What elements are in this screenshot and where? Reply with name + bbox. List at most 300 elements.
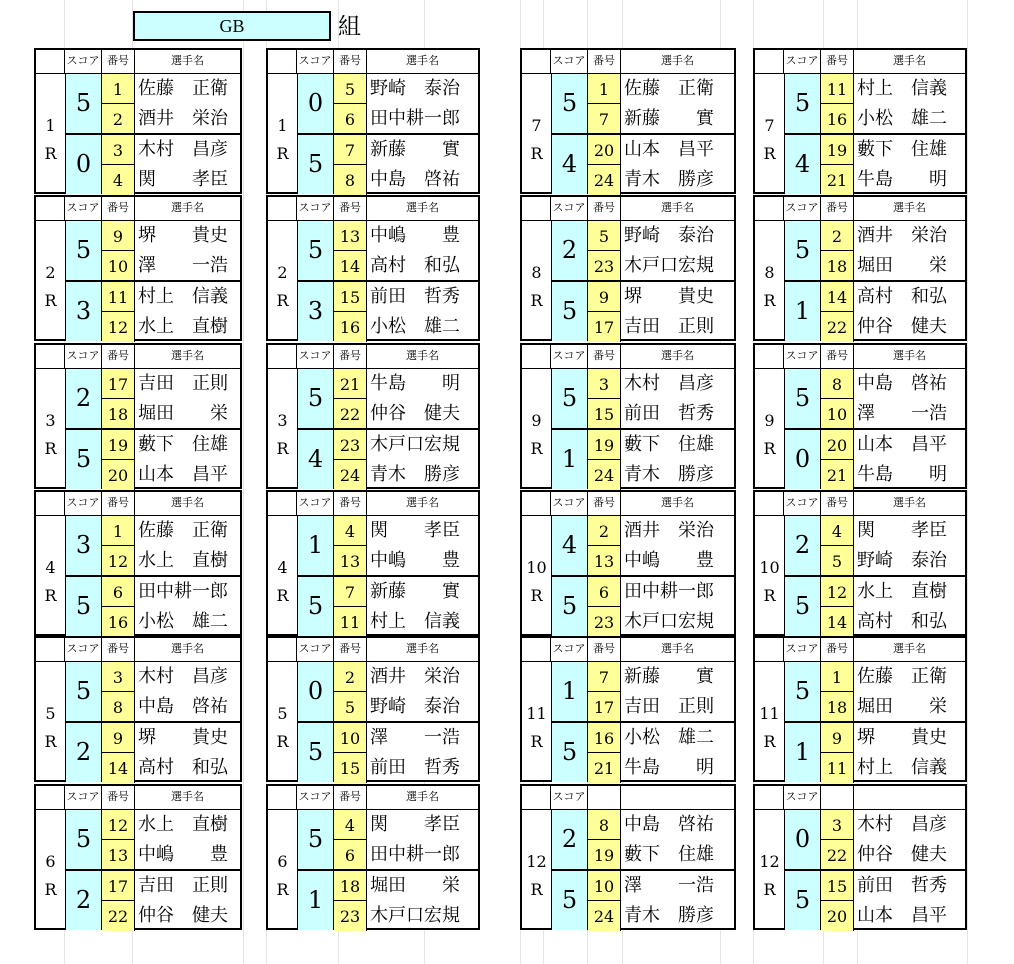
number-divider: [588, 459, 621, 460]
player-number: 11: [821, 753, 854, 783]
score-cell[interactable]: 5: [551, 74, 588, 133]
player-number: 7: [588, 662, 621, 692]
header-number: 番号: [102, 786, 135, 810]
player-number: 2: [821, 221, 854, 251]
score-cell[interactable]: 5: [551, 577, 588, 636]
player-name[interactable]: 山本 昌平: [624, 139, 714, 160]
player-number: 10: [102, 251, 135, 281]
player-name[interactable]: 水上 直樹: [857, 581, 947, 602]
round-number: 9: [531, 411, 542, 430]
player-name[interactable]: 佐藤 正衛: [138, 520, 228, 541]
number-divider: [102, 900, 135, 901]
header-score: スコア: [65, 786, 102, 810]
player-name[interactable]: 田中耕一郎: [370, 108, 460, 129]
header-blank: [522, 50, 551, 74]
player-name[interactable]: 野崎 泰治: [370, 696, 460, 717]
player-name[interactable]: 仲谷 健夫: [857, 844, 947, 865]
number-divider: [102, 164, 135, 165]
score-cell[interactable]: 3: [65, 516, 102, 575]
score-cell[interactable]: 0: [297, 74, 334, 133]
round-suffix: R: [44, 439, 57, 458]
player-name[interactable]: 前田 哲秀: [857, 875, 947, 896]
player-name[interactable]: 堺 貴史: [138, 225, 228, 246]
player-name[interactable]: 澤 一浩: [624, 875, 714, 896]
player-name[interactable]: 村上 信義: [370, 611, 460, 632]
player-name[interactable]: 関 孝臣: [370, 814, 460, 835]
player-number: 5: [588, 221, 621, 251]
round-table: [753, 195, 967, 341]
player-name[interactable]: 中嶋 豊: [370, 550, 460, 571]
score-cell[interactable]: 5: [65, 221, 102, 280]
player-name[interactable]: 堺 貴史: [624, 286, 714, 307]
number-divider: [588, 606, 621, 607]
header-blank: [522, 345, 551, 369]
player-name[interactable]: 吉田 正則: [624, 696, 714, 717]
player-number: 3: [102, 135, 135, 165]
score-cell[interactable]: 5: [784, 369, 821, 428]
score-cell[interactable]: 1: [551, 430, 588, 489]
header-score: スコア: [784, 786, 821, 810]
player-number: 23: [334, 901, 367, 931]
score-cell[interactable]: 5: [297, 723, 334, 782]
player-name[interactable]: 中嶋 豊: [138, 844, 228, 865]
header-score: スコア: [784, 50, 821, 74]
player-name[interactable]: 堀田 栄: [370, 875, 460, 896]
player-name[interactable]: 新藤 實: [624, 666, 714, 687]
number-divider: [102, 691, 135, 692]
player-number: 4: [102, 165, 135, 195]
round-table: [266, 490, 480, 636]
round-suffix: R: [44, 291, 57, 310]
player-name[interactable]: 野崎 泰治: [370, 78, 460, 99]
player-name[interactable]: 新藤 實: [624, 108, 714, 129]
player-number: 13: [102, 840, 135, 870]
player-name[interactable]: 小松 雄二: [857, 108, 947, 129]
pair-divider: [297, 575, 478, 577]
number-divider: [821, 398, 854, 399]
player-number: 16: [588, 723, 621, 753]
number-divider: [588, 164, 621, 165]
score-cell[interactable]: 2: [551, 810, 588, 869]
round-suffix: R: [276, 732, 289, 751]
score-cell[interactable]: 0: [65, 135, 102, 194]
player-number: 18: [821, 692, 854, 722]
player-name[interactable]: 堀田 栄: [857, 696, 947, 717]
score-cell[interactable]: 5: [784, 662, 821, 721]
player-name[interactable]: 田中耕一郎: [138, 581, 228, 602]
number-divider: [588, 103, 621, 104]
player-name[interactable]: 山本 昌平: [138, 464, 228, 485]
score-cell[interactable]: 5: [551, 369, 588, 428]
header-blank: [268, 50, 297, 74]
player-number: 1: [102, 74, 135, 104]
score-cell[interactable]: 5: [65, 662, 102, 721]
player-number: 7: [334, 577, 367, 607]
number-divider: [334, 752, 367, 753]
score-cell[interactable]: 5: [551, 871, 588, 930]
header-blank: [268, 786, 297, 810]
player-name[interactable]: 山本 昌平: [857, 905, 947, 926]
player-name[interactable]: 小松 雄二: [138, 611, 228, 632]
score-cell[interactable]: 0: [784, 810, 821, 869]
header-score: スコア: [297, 638, 334, 662]
player-number: 1: [588, 74, 621, 104]
player-name[interactable]: 村上 信義: [138, 286, 228, 307]
player-name[interactable]: 中島 啓祐: [624, 814, 714, 835]
round-suffix: R: [44, 880, 57, 899]
round-table: [34, 636, 242, 782]
round-suffix: R: [763, 732, 776, 751]
player-name[interactable]: 田中耕一郎: [370, 844, 460, 865]
header-score: スコア: [297, 50, 334, 74]
score-cell[interactable]: 1: [297, 871, 334, 930]
pair-divider: [65, 428, 240, 430]
header-score: スコア: [551, 786, 588, 810]
score-cell[interactable]: 2: [784, 516, 821, 575]
player-number: 24: [588, 460, 621, 490]
header-blank: [755, 50, 784, 74]
player-name[interactable]: 澤 一浩: [857, 403, 947, 424]
player-name[interactable]: 水上 直樹: [138, 316, 228, 337]
header-player: 選手名: [854, 345, 965, 369]
header-score: スコア: [551, 197, 588, 221]
player-number: 3: [102, 662, 135, 692]
player-name[interactable]: 堀田 栄: [857, 255, 947, 276]
player-name[interactable]: 堺 貴史: [857, 727, 947, 748]
header-player: 選手名: [367, 50, 478, 74]
score-cell[interactable]: 5: [784, 221, 821, 280]
round-table: [520, 343, 736, 489]
player-name[interactable]: 木戸口宏規: [624, 611, 714, 632]
player-name[interactable]: 牛島 明: [857, 464, 947, 485]
header-number: 番号: [588, 345, 621, 369]
player-name[interactable]: 村上 信義: [857, 78, 947, 99]
header-player: 選手名: [135, 50, 240, 74]
player-name[interactable]: 青木 勝彦: [624, 905, 714, 926]
header-blank: [522, 786, 551, 810]
round-table: [520, 636, 736, 782]
round-table: [753, 636, 967, 782]
player-number: 16: [334, 312, 367, 342]
player-name[interactable]: 堀田 栄: [138, 403, 228, 424]
player-number: 14: [334, 251, 367, 281]
player-number: 5: [334, 692, 367, 722]
score-cell[interactable]: 5: [784, 871, 821, 930]
player-name[interactable]: 青木 勝彦: [370, 464, 460, 485]
player-number: 4: [334, 810, 367, 840]
round-suffix: R: [276, 586, 289, 605]
score-cell[interactable]: 4: [297, 430, 334, 489]
player-number: 13: [334, 221, 367, 251]
player-number: 11: [102, 282, 135, 312]
player-number: 17: [588, 312, 621, 342]
score-cell[interactable]: 4: [551, 135, 588, 194]
player-number: 8: [102, 692, 135, 722]
pair-divider: [65, 575, 240, 577]
player-name[interactable]: 中島 啓祐: [857, 373, 947, 394]
score-cell[interactable]: 1: [784, 282, 821, 341]
number-divider: [334, 900, 367, 901]
score-cell[interactable]: 2: [65, 723, 102, 782]
round-table: [266, 343, 480, 489]
pair-divider: [784, 721, 965, 723]
round-suffix: R: [763, 439, 776, 458]
pair-divider: [551, 869, 734, 871]
number-divider: [102, 839, 135, 840]
player-name[interactable]: 吉田 正則: [138, 373, 228, 394]
round-number: 3: [45, 411, 56, 430]
group-name-cell[interactable]: GB: [133, 11, 331, 41]
player-name[interactable]: 前田 哲秀: [370, 286, 460, 307]
header-player: 選手名: [135, 786, 240, 810]
score-cell[interactable]: 0: [297, 662, 334, 721]
header-score: スコア: [551, 492, 588, 516]
player-name[interactable]: 青木 勝彦: [624, 169, 714, 190]
player-number: 21: [334, 369, 367, 399]
player-number: 9: [102, 723, 135, 753]
score-cell[interactable]: 2: [65, 871, 102, 930]
header-score: スコア: [551, 638, 588, 662]
number-divider: [821, 164, 854, 165]
header-score: スコア: [65, 50, 102, 74]
player-name[interactable]: 中島 啓祐: [370, 169, 460, 190]
header-score: スコア: [297, 786, 334, 810]
round-number: 1: [45, 116, 56, 135]
player-name[interactable]: 酒井 栄治: [370, 666, 460, 687]
score-cell[interactable]: 1: [551, 662, 588, 721]
player-number: 12: [102, 546, 135, 576]
header-number: 番号: [821, 50, 854, 74]
player-name[interactable]: 木村 昌彦: [857, 814, 947, 835]
player-number: 9: [588, 282, 621, 312]
player-number: 1: [821, 662, 854, 692]
round-table: [34, 784, 242, 930]
player-name[interactable]: 小松 雄二: [624, 727, 714, 748]
player-name[interactable]: 前田 哲秀: [370, 757, 460, 778]
player-name[interactable]: 吉田 正則: [624, 316, 714, 337]
player-name[interactable]: 藪下 住雄: [624, 434, 714, 455]
player-name[interactable]: 仲谷 健夫: [857, 316, 947, 337]
player-name[interactable]: 牛島 明: [370, 373, 460, 394]
player-name[interactable]: 村上 信義: [857, 757, 947, 778]
player-number: 15: [821, 871, 854, 901]
player-name[interactable]: 山本 昌平: [857, 434, 947, 455]
player-name[interactable]: 青木 勝彦: [624, 464, 714, 485]
score-cell[interactable]: 5: [551, 723, 588, 782]
player-name[interactable]: 佐藤 正衛: [624, 78, 714, 99]
player-number: 9: [102, 221, 135, 251]
number-divider: [821, 839, 854, 840]
player-name[interactable]: 牛島 明: [857, 169, 947, 190]
player-number: 12: [102, 312, 135, 342]
player-name[interactable]: 牛島 明: [624, 757, 714, 778]
round-number: 8: [531, 263, 542, 282]
header-player: 選手名: [621, 50, 734, 74]
player-name[interactable]: 新藤 實: [370, 581, 460, 602]
number-divider: [821, 250, 854, 251]
pair-divider: [784, 133, 965, 135]
player-name[interactable]: 関 孝臣: [370, 520, 460, 541]
score-cell[interactable]: 5: [297, 577, 334, 636]
player-name[interactable]: 藪下 住雄: [857, 139, 947, 160]
pair-divider: [784, 280, 965, 282]
score-cell[interactable]: 3: [297, 282, 334, 341]
player-number: 20: [821, 430, 854, 460]
header-player: 選手名: [621, 638, 734, 662]
score-cell[interactable]: 5: [784, 74, 821, 133]
header-player: 選手名: [854, 492, 965, 516]
score-cell[interactable]: 4: [784, 135, 821, 194]
score-cell[interactable]: 0: [784, 430, 821, 489]
pair-divider: [784, 869, 965, 871]
player-name[interactable]: 関 孝臣: [857, 520, 947, 541]
player-number: 22: [821, 840, 854, 870]
player-number: 2: [334, 662, 367, 692]
header-number: 番号: [334, 638, 367, 662]
score-cell[interactable]: 5: [65, 430, 102, 489]
score-cell[interactable]: 5: [297, 369, 334, 428]
score-cell[interactable]: 2: [65, 369, 102, 428]
score-cell[interactable]: 5: [551, 282, 588, 341]
player-name[interactable]: 新藤 實: [370, 139, 460, 160]
score-cell[interactable]: 5: [297, 810, 334, 869]
header-player: 選手名: [135, 638, 240, 662]
header-score: スコア: [65, 197, 102, 221]
player-number: 2: [102, 104, 135, 134]
number-divider: [588, 691, 621, 692]
player-name[interactable]: 前田 哲秀: [624, 403, 714, 424]
header-score: スコア: [297, 492, 334, 516]
player-name[interactable]: 木戸口宏規: [624, 255, 714, 276]
number-divider: [588, 839, 621, 840]
player-number: 17: [588, 692, 621, 722]
number-divider: [334, 839, 367, 840]
pair-divider: [297, 869, 478, 871]
round-table: [266, 784, 480, 930]
round-number: 10: [526, 558, 547, 577]
score-cell[interactable]: 1: [784, 723, 821, 782]
player-name[interactable]: 佐藤 正衛: [138, 78, 228, 99]
header-player: 選手名: [854, 50, 965, 74]
player-name[interactable]: 野崎 泰治: [624, 225, 714, 246]
player-name[interactable]: 藪下 住雄: [624, 844, 714, 865]
round-number: 4: [277, 558, 288, 577]
number-divider: [588, 545, 621, 546]
player-number: 13: [588, 546, 621, 576]
player-name[interactable]: 酒井 栄治: [857, 225, 947, 246]
score-cell[interactable]: 5: [65, 577, 102, 636]
player-name[interactable]: 仲谷 健夫: [138, 905, 228, 926]
group-suffix: 組: [338, 14, 361, 40]
player-name[interactable]: 吉田 正則: [138, 875, 228, 896]
score-cell[interactable]: 2: [551, 221, 588, 280]
player-name[interactable]: 水上 直樹: [138, 550, 228, 571]
player-name[interactable]: 中島 啓祐: [138, 696, 228, 717]
number-divider: [334, 311, 367, 312]
player-name[interactable]: 木戸口宏規: [370, 905, 460, 926]
player-name[interactable]: 水上 直樹: [138, 814, 228, 835]
pair-divider: [297, 428, 478, 430]
player-name[interactable]: 木戸口宏規: [370, 434, 460, 455]
player-number: 5: [334, 74, 367, 104]
number-divider: [588, 752, 621, 753]
round-suffix: R: [530, 586, 543, 605]
player-name[interactable]: 高村 和弘: [370, 255, 460, 276]
player-name[interactable]: 酒井 栄治: [624, 520, 714, 541]
header-score: スコア: [784, 345, 821, 369]
player-name[interactable]: 澤 一浩: [138, 255, 228, 276]
round-number: 1: [277, 116, 288, 135]
header-blank: [854, 786, 965, 810]
round-table: [34, 48, 242, 194]
round-number: 6: [45, 852, 56, 871]
number-divider: [334, 545, 367, 546]
player-name[interactable]: 小松 雄二: [370, 316, 460, 337]
header-blank: [36, 786, 65, 810]
pair-divider: [297, 133, 478, 135]
player-number: 24: [334, 460, 367, 490]
player-number: 20: [102, 460, 135, 490]
player-name[interactable]: 中嶋 豊: [624, 550, 714, 571]
player-name[interactable]: 堺 貴史: [138, 727, 228, 748]
score-cell[interactable]: 4: [551, 516, 588, 575]
player-name[interactable]: 高村 和弘: [857, 611, 947, 632]
header-score: スコア: [65, 345, 102, 369]
player-number: 12: [821, 577, 854, 607]
player-name[interactable]: 高村 和弘: [857, 286, 947, 307]
pair-divider: [297, 721, 478, 723]
header-score: スコア: [297, 345, 334, 369]
player-name[interactable]: 澤 一浩: [370, 727, 460, 748]
player-name[interactable]: 木村 昌彦: [138, 666, 228, 687]
score-cell[interactable]: 5: [65, 74, 102, 133]
player-number: 10: [821, 399, 854, 429]
player-name[interactable]: 仲谷 健夫: [370, 403, 460, 424]
player-name[interactable]: 藪下 住雄: [138, 434, 228, 455]
player-name[interactable]: 高村 和弘: [138, 757, 228, 778]
header-blank: [36, 638, 65, 662]
score-cell[interactable]: 1: [297, 516, 334, 575]
player-number: 22: [821, 312, 854, 342]
header-player: 選手名: [367, 638, 478, 662]
player-number: 19: [588, 840, 621, 870]
round-suffix: R: [276, 880, 289, 899]
player-name[interactable]: 木村 昌彦: [138, 139, 228, 160]
score-cell[interactable]: 5: [297, 221, 334, 280]
player-name[interactable]: 野崎 泰治: [857, 550, 947, 571]
player-name[interactable]: 中嶋 豊: [370, 225, 460, 246]
score-cell[interactable]: 3: [65, 282, 102, 341]
round-table: [34, 343, 242, 489]
player-name[interactable]: 関 孝臣: [138, 169, 228, 190]
header-score: スコア: [784, 492, 821, 516]
number-divider: [102, 398, 135, 399]
round-number: 6: [277, 852, 288, 871]
pair-divider: [551, 280, 734, 282]
score-cell[interactable]: 5: [297, 135, 334, 194]
score-cell[interactable]: 5: [784, 577, 821, 636]
number-divider: [334, 103, 367, 104]
player-name[interactable]: 佐藤 正衛: [857, 666, 947, 687]
round-table: [266, 636, 480, 782]
number-divider: [821, 606, 854, 607]
player-name[interactable]: 木村 昌彦: [624, 373, 714, 394]
player-number: 13: [334, 546, 367, 576]
pair-divider: [65, 280, 240, 282]
score-cell[interactable]: 5: [65, 810, 102, 869]
player-name[interactable]: 田中耕一郎: [624, 581, 714, 602]
player-name[interactable]: 酒井 栄治: [138, 108, 228, 129]
